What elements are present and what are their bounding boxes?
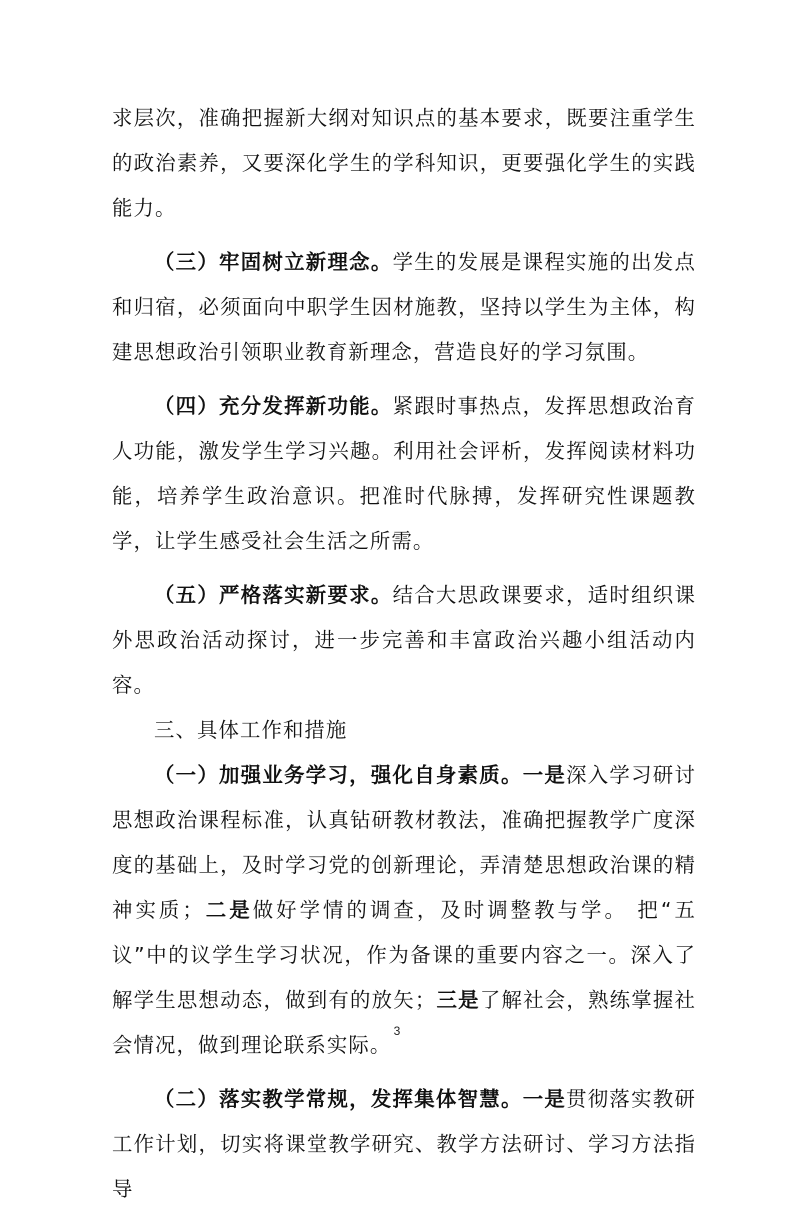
paragraph-measure-two: [112, 1077, 696, 1212]
point-marker: 三是: [436, 988, 480, 1012]
point-marker: 一是: [522, 1087, 567, 1111]
paragraph-item-three: [112, 240, 696, 375]
paragraph-continuation: [112, 96, 696, 231]
section-heading: [112, 708, 696, 753]
paragraph-lead: （一）加强业务学习，强化自身素质。: [154, 763, 523, 787]
paragraph-text: 学生的发展是课程实施的出发点和归宿，必须面向中职学生因材施教，坚持以学生为主体，构建思想政治引领职业教育新理念，营造良好的学习氛围。: [112, 250, 696, 364]
point-marker: 一是: [522, 763, 567, 787]
paragraph-item-four: [112, 384, 696, 564]
page-number: 3: [393, 1024, 401, 1038]
point-marker: 二是: [203, 898, 253, 922]
point-text: 贯彻落实教研工作计划，切实将课堂教学研究、教学方法研讨、学习方法指导: [112, 1087, 696, 1201]
section-heading-text: 三、具体工作和措施: [154, 718, 348, 742]
paragraph-text: 紧跟时事热点，发挥思想政治育人功能，激发学生学习兴趣。利用社会评析，发挥阅读材料功能，培养学生政治意识。把准时代脉搏，发挥研究性课题教学，让学生感受社会生活之所需。: [112, 394, 696, 553]
paragraph-text: 结合大思政课要求，适时组织课外思政治活动探讨，进一步完善和丰富政治兴趣小组活动内容。: [112, 583, 696, 697]
point-text: 深入学习研讨思想政治课程标准，认真钻研教材教法，准确把握教学广度深度的基础上，及时学习党的创新理论，弄清楚思想政治课的精神实质；: [112, 763, 696, 922]
paragraph-item-five: [112, 573, 696, 708]
point-text: 了解社会，熟练掌握社会情况，做到理论联系实际。: [112, 988, 697, 1057]
paragraph-text: 求层次，准确把握新大纲对知识点的基本要求，既要注重学生的政治素养，又要深化学生的学科知识，更要强化学生的实践能力。: [112, 106, 696, 220]
paragraph-lead: （二）落实教学常规，发挥集体智慧。: [154, 1087, 523, 1111]
paragraph-measure-one: [112, 753, 696, 1068]
point-text: 做好学情的调查，及时调整教与学。 把“五议”中的议学生学习状况，作为备课的重要内容之一。深入了解学生思想动态，做到有的放矢；: [112, 898, 696, 1012]
paragraph-lead: （四）充分发挥新功能。: [154, 394, 393, 418]
body-text: [112, 96, 696, 1212]
paragraph-lead: （三）牢固树立新理念。: [154, 250, 393, 274]
paragraph-lead: （五）严格落实新要求。: [154, 583, 393, 607]
